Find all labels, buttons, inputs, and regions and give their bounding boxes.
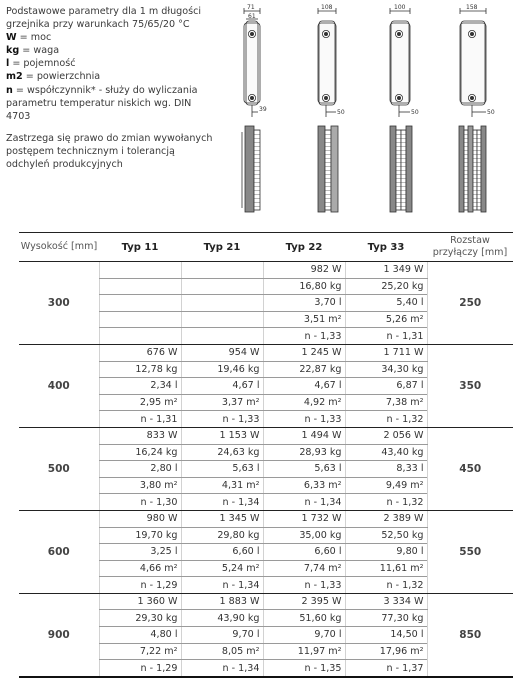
value-cell: 833 W bbox=[99, 427, 181, 444]
value-cell: 12,78 kg bbox=[99, 361, 181, 378]
value-cell bbox=[181, 262, 263, 279]
dim-label: 50 bbox=[487, 109, 495, 116]
value-cell: 29,30 kg bbox=[99, 610, 181, 627]
value-cell: 1 883 W bbox=[181, 593, 263, 610]
intro-legend bbox=[6, 5, 216, 171]
value-cell: 8,33 l bbox=[345, 461, 427, 478]
value-cell: 22,87 kg bbox=[263, 361, 345, 378]
value-cell: 2 389 W bbox=[345, 510, 427, 527]
dim-label: 71 bbox=[247, 4, 255, 11]
value-cell: 28,93 kg bbox=[263, 444, 345, 461]
radiator-profile-typ22 bbox=[390, 8, 410, 117]
value-cell: 11,97 m² bbox=[263, 643, 345, 660]
value-cell: 16,24 kg bbox=[99, 444, 181, 461]
value-cell: 4,67 l bbox=[263, 378, 345, 395]
value-cell: 3,70 l bbox=[263, 295, 345, 312]
height-cell: 400 bbox=[19, 344, 99, 427]
height-cell: 900 bbox=[19, 593, 99, 676]
value-cell: 954 W bbox=[181, 344, 263, 361]
value-cell: 52,50 kg bbox=[345, 527, 427, 544]
dim-label: 61 bbox=[248, 13, 256, 20]
value-cell: 4,80 l bbox=[99, 627, 181, 644]
value-cell: 1 494 W bbox=[263, 427, 345, 444]
value-cell: n - 1,33 bbox=[263, 411, 345, 428]
intro-line: Podstawowe parametry dla 1 m długości bbox=[6, 6, 202, 17]
value-cell bbox=[99, 311, 181, 328]
value-cell: 29,80 kg bbox=[181, 527, 263, 544]
value-cell: n - 1,32 bbox=[345, 411, 427, 428]
dim-label: 50 bbox=[337, 109, 345, 116]
value-cell: 19,70 kg bbox=[99, 527, 181, 544]
header-typ21: Typ 21 bbox=[181, 233, 263, 262]
value-cell: 1 732 W bbox=[263, 510, 345, 527]
spacing-cell: 850 bbox=[427, 593, 513, 676]
note-line: postępem technicznym i tolerancją bbox=[6, 145, 175, 157]
legend-n: n = współczynnik* - służy do wyliczania bbox=[6, 84, 198, 96]
header-typ22: Typ 22 bbox=[263, 233, 345, 262]
height-cell: 600 bbox=[19, 510, 99, 593]
value-cell: n - 1,33 bbox=[181, 411, 263, 428]
dim-label: 108 bbox=[321, 4, 333, 11]
spacing-cell: 350 bbox=[427, 344, 513, 427]
value-cell bbox=[99, 262, 181, 279]
value-cell: 5,26 m² bbox=[345, 311, 427, 328]
value-cell: 2,95 m² bbox=[99, 394, 181, 411]
note-line: Zastrzega się prawo do zmian wywołanych bbox=[6, 132, 213, 144]
dim-label: 158 bbox=[466, 4, 478, 11]
value-cell: 676 W bbox=[99, 344, 181, 361]
value-cell bbox=[99, 328, 181, 345]
radiator-profile-typ21 bbox=[318, 8, 336, 117]
value-cell: 5,24 m² bbox=[181, 560, 263, 577]
value-cell: 2,34 l bbox=[99, 378, 181, 395]
header-spacing: Rozstaw przyłączy [mm] bbox=[427, 233, 513, 262]
spacing-cell: 250 bbox=[427, 262, 513, 345]
table-row bbox=[19, 427, 513, 444]
value-cell: 6,33 m² bbox=[263, 477, 345, 494]
value-cell: n - 1,37 bbox=[345, 660, 427, 677]
value-cell: 1 153 W bbox=[181, 427, 263, 444]
value-cell bbox=[99, 295, 181, 312]
value-cell: 7,22 m² bbox=[99, 643, 181, 660]
value-cell: 3,51 m² bbox=[263, 311, 345, 328]
value-cell: n - 1,31 bbox=[345, 328, 427, 345]
value-cell: 19,46 kg bbox=[181, 361, 263, 378]
value-cell: 1 345 W bbox=[181, 510, 263, 527]
radiator-cross-section-typ33 bbox=[459, 126, 486, 212]
radiator-drawings bbox=[222, 2, 513, 224]
value-cell: 6,87 l bbox=[345, 378, 427, 395]
value-cell: 1 349 W bbox=[345, 262, 427, 279]
value-cell: 25,20 kg bbox=[345, 278, 427, 295]
value-cell: n - 1,30 bbox=[99, 494, 181, 511]
value-cell: 11,61 m² bbox=[345, 560, 427, 577]
value-cell: 77,30 kg bbox=[345, 610, 427, 627]
dim-label: 50 bbox=[411, 109, 419, 116]
value-cell: 2 056 W bbox=[345, 427, 427, 444]
legend-l: l = pojemność bbox=[6, 58, 76, 70]
value-cell: 4,67 l bbox=[181, 378, 263, 395]
table-row bbox=[19, 262, 513, 279]
value-cell: 51,60 kg bbox=[263, 610, 345, 627]
value-cell: 34,30 kg bbox=[345, 361, 427, 378]
value-cell: 4,92 m² bbox=[263, 394, 345, 411]
note-line: odchyleń produkcyjnych bbox=[6, 159, 123, 171]
intro-line: 4703 bbox=[6, 110, 31, 122]
value-cell bbox=[181, 278, 263, 295]
value-cell bbox=[181, 311, 263, 328]
value-cell: n - 1,35 bbox=[263, 660, 345, 677]
legend-kg: kg = waga bbox=[6, 45, 60, 57]
value-cell: 980 W bbox=[99, 510, 181, 527]
value-cell: 1 245 W bbox=[263, 344, 345, 361]
value-cell: 9,70 l bbox=[263, 627, 345, 644]
value-cell: 3,25 l bbox=[99, 544, 181, 561]
radiator-profile-typ33 bbox=[460, 8, 486, 117]
value-cell: 9,70 l bbox=[181, 627, 263, 644]
value-cell: n - 1,31 bbox=[99, 411, 181, 428]
value-cell: 1 711 W bbox=[345, 344, 427, 361]
header-typ33: Typ 33 bbox=[345, 233, 427, 262]
value-cell: 24,63 kg bbox=[181, 444, 263, 461]
radiator-profile-typ11 bbox=[244, 8, 260, 117]
value-cell: 6,60 l bbox=[181, 544, 263, 561]
value-cell: 8,05 m² bbox=[181, 643, 263, 660]
value-cell: 6,60 l bbox=[263, 544, 345, 561]
table-row bbox=[19, 510, 513, 527]
value-cell: n - 1,32 bbox=[345, 494, 427, 511]
value-cell: 2,80 l bbox=[99, 461, 181, 478]
value-cell: 982 W bbox=[263, 262, 345, 279]
value-cell: n - 1,34 bbox=[181, 660, 263, 677]
value-cell: n - 1,34 bbox=[181, 494, 263, 511]
value-cell: n - 1,34 bbox=[263, 494, 345, 511]
radiator-cross-section-typ11 bbox=[242, 126, 260, 212]
table-row bbox=[19, 593, 513, 610]
radiator-cross-section-typ21 bbox=[318, 126, 338, 212]
value-cell: 14,50 l bbox=[345, 627, 427, 644]
legend-m2: m2 = powierzchnia bbox=[6, 71, 101, 83]
header-typ11: Typ 11 bbox=[99, 233, 181, 262]
spacing-cell: 550 bbox=[427, 510, 513, 593]
table-row bbox=[19, 344, 513, 361]
value-cell: 3,37 m² bbox=[181, 394, 263, 411]
value-cell: n - 1,34 bbox=[181, 577, 263, 594]
value-cell: 5,40 l bbox=[345, 295, 427, 312]
radiator-parameter-table bbox=[19, 232, 513, 678]
spacing-cell: 450 bbox=[427, 427, 513, 510]
value-cell: 3 334 W bbox=[345, 593, 427, 610]
intro-line: parametru temperatur niskich wg. DIN bbox=[6, 97, 192, 109]
value-cell: 43,40 kg bbox=[345, 444, 427, 461]
dim-label: 100 bbox=[394, 4, 406, 11]
value-cell: 3,80 m² bbox=[99, 477, 181, 494]
radiator-cross-section-typ22 bbox=[390, 126, 412, 212]
height-cell: 500 bbox=[19, 427, 99, 510]
value-cell bbox=[181, 328, 263, 345]
value-cell: n - 1,29 bbox=[99, 660, 181, 677]
value-cell: 7,74 m² bbox=[263, 560, 345, 577]
header-height: Wysokość [mm] bbox=[19, 233, 99, 262]
value-cell: 16,80 kg bbox=[263, 278, 345, 295]
legend-w: W = moc bbox=[6, 32, 52, 44]
value-cell: 5,63 l bbox=[181, 461, 263, 478]
table-header-row bbox=[19, 233, 513, 262]
value-cell: 9,80 l bbox=[345, 544, 427, 561]
value-cell: 2 395 W bbox=[263, 593, 345, 610]
dim-label: 39 bbox=[259, 106, 267, 113]
value-cell: n - 1,32 bbox=[345, 577, 427, 594]
value-cell: 4,31 m² bbox=[181, 477, 263, 494]
value-cell: n - 1,29 bbox=[99, 577, 181, 594]
value-cell: 43,90 kg bbox=[181, 610, 263, 627]
value-cell: 7,38 m² bbox=[345, 394, 427, 411]
value-cell: 4,66 m² bbox=[99, 560, 181, 577]
height-cell: 300 bbox=[19, 262, 99, 345]
value-cell: n - 1,33 bbox=[263, 328, 345, 345]
value-cell bbox=[181, 295, 263, 312]
value-cell: 1 360 W bbox=[99, 593, 181, 610]
intro-line: grzejnika przy warunkach 75/65/20 °C bbox=[6, 19, 190, 31]
value-cell: 9,49 m² bbox=[345, 477, 427, 494]
value-cell: n - 1,33 bbox=[263, 577, 345, 594]
value-cell: 35,00 kg bbox=[263, 527, 345, 544]
value-cell bbox=[99, 278, 181, 295]
value-cell: 5,63 l bbox=[263, 461, 345, 478]
value-cell: 17,96 m² bbox=[345, 643, 427, 660]
